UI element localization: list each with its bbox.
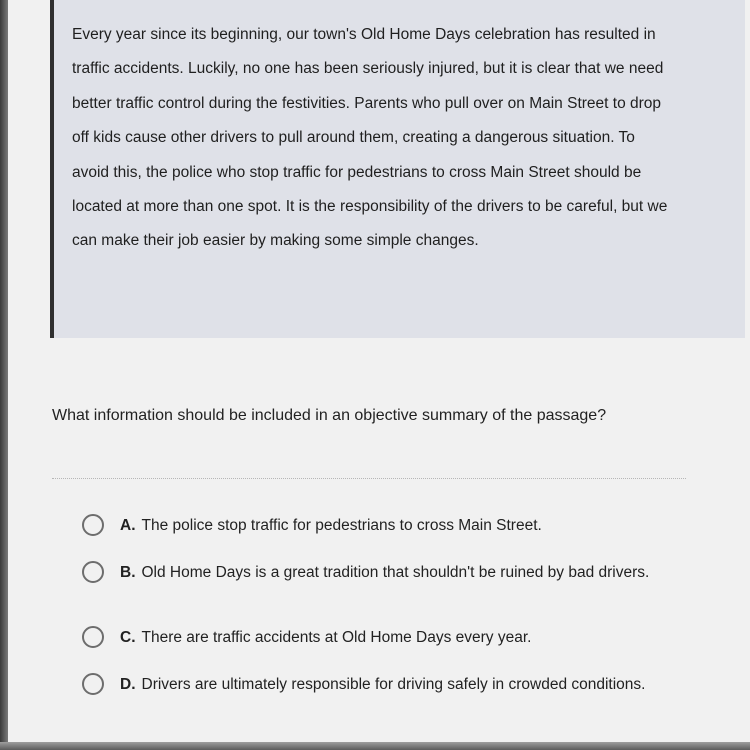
option-c-label: There are traffic accidents at Old Home Days every year. — [141, 629, 532, 646]
option-b-letter: B. — [120, 564, 136, 581]
question-prompt: What information should be included in an objective summary of the passage? — [52, 407, 607, 424]
option-d-letter: D. — [120, 676, 136, 693]
option-a-text — [120, 515, 665, 537]
passage-text: Every year since its beginning, our town's Old Home Days celebration has resulted in traffic accidents. Luckily, no one has been seriously injured, but it is clear that we need better traffic control during the festivities. Parents who pull over on Main Street to drop off kids cause other drivers to pull around them, creating a dangerous situation. To avoid this, the police who stop traffic for pedestrians to cross Main Street should be located at more than one spot. It is the responsibility of the drivers to be careful, but we can make their job easier by making some simple changes. — [72, 26, 668, 250]
option-b-text — [120, 562, 665, 584]
left-edge-shadow — [0, 0, 8, 750]
option-d-label: Drivers are ultimately responsible for driving safely in crowded conditions. — [141, 676, 646, 693]
option-a-letter: A. — [120, 517, 136, 534]
radio-button-c[interactable] — [82, 626, 104, 648]
bottom-edge-shadow — [0, 742, 750, 750]
option-c-text — [120, 627, 665, 649]
divider — [52, 478, 686, 479]
option-b-label: Old Home Days is a great tradition that shouldn't be ruined by bad drivers. — [141, 564, 650, 581]
radio-button-a[interactable] — [82, 514, 104, 536]
option-c-letter: C. — [120, 629, 136, 646]
option-a-label: The police stop traffic for pedestrians to cross Main Street. — [141, 517, 542, 534]
passage-box — [50, 0, 745, 338]
radio-button-d[interactable] — [82, 673, 104, 695]
option-d-text — [120, 674, 665, 696]
radio-button-b[interactable] — [82, 561, 104, 583]
